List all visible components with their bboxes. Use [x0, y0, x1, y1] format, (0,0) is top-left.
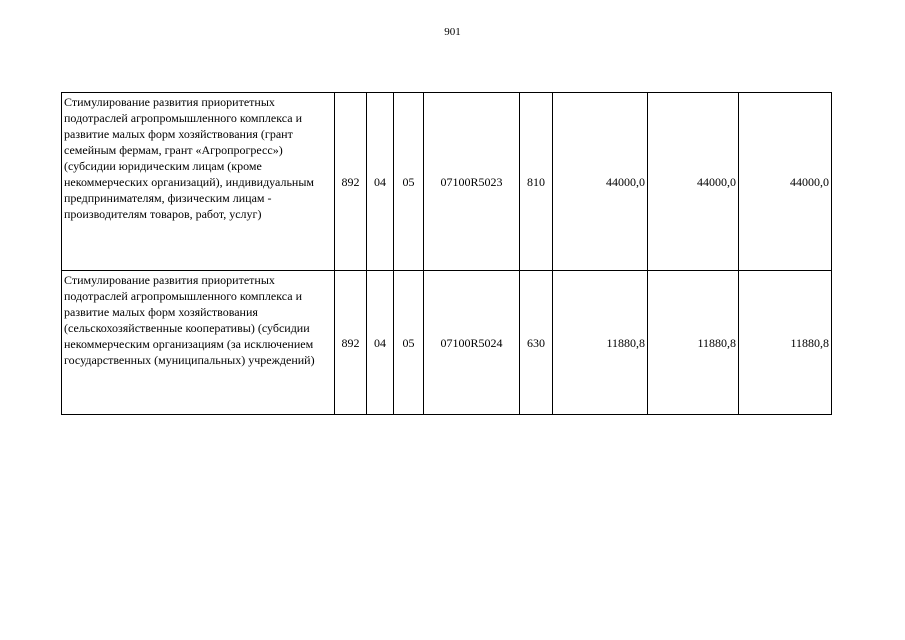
amount-year-1: 11880,8 — [553, 271, 648, 415]
ministry-code: 892 — [335, 271, 367, 415]
ministry-code: 892 — [335, 93, 367, 271]
section-code: 04 — [367, 93, 394, 271]
section-code: 04 — [367, 271, 394, 415]
table-row — [62, 93, 832, 271]
subsection-code: 05 — [394, 93, 424, 271]
amount-year-1: 44000,0 — [553, 93, 648, 271]
target-article-code: 07100R5023 — [424, 93, 520, 271]
expense-type-code: 630 — [520, 271, 553, 415]
expense-type-code: 810 — [520, 93, 553, 271]
subsection-code: 05 — [394, 271, 424, 415]
page-number: 901 — [444, 26, 461, 38]
row-description: Стимулирование развития приоритетных подотраслей агропромышленного комплекса и развитие малых форм хозяйствования (грант семейным фермам, грант «Агропрогресс») (субсидии юридическим лицам (кроме некоммерческих организаций), индивидуальным предпринимателям, физическим лицам - производителям товаров, работ, услуг) — [62, 93, 335, 271]
amount-year-3: 44000,0 — [739, 93, 832, 271]
table-row — [62, 271, 832, 415]
row-description: Стимулирование развития приоритетных подотраслей агропромышленного комплекса и развитие малых форм хозяйствования (сельскохозяйственные кооперативы) (субсидии некоммерческим организациям (за исключением государственных (муниципальных) учреждений) — [62, 271, 335, 415]
amount-year-3: 11880,8 — [739, 271, 832, 415]
amount-year-2: 44000,0 — [648, 93, 739, 271]
amount-year-2: 11880,8 — [648, 271, 739, 415]
target-article-code: 07100R5024 — [424, 271, 520, 415]
budget-table — [61, 92, 832, 415]
